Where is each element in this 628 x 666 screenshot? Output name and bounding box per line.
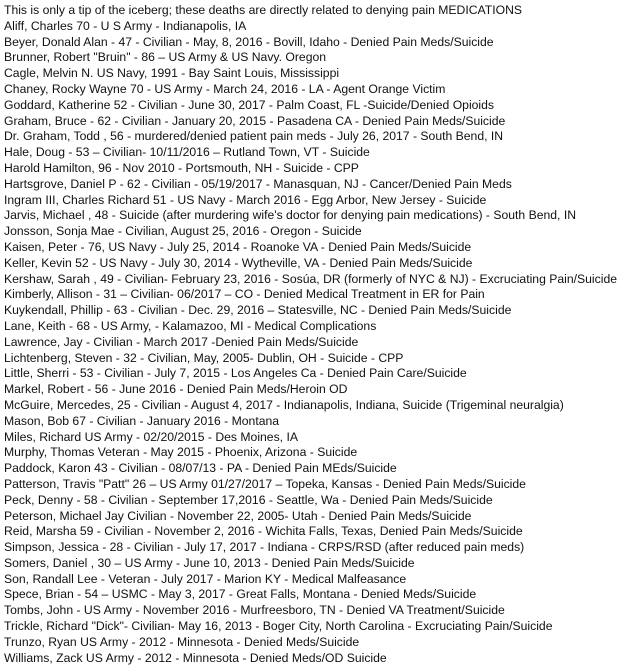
entry-trickle: Trickle, Richard "Dick"- Civilian- May 16, 2013 - Boger City, North Carolina - Excruciating Pain/Suicide: [4, 619, 553, 634]
entry-miles: Miles, Richard US Army - 02/20/2015 - Des Moines, IA: [4, 429, 298, 444]
entry-jarvis: Jarvis, Michael , 48 - Suicide (after murdering wife's doctor for denying pain medications) - South Bend, IN: [4, 208, 577, 223]
entry-reid: Reid, Marsha 59 - Civilian - November 2, 2016 - Wichita Falls, Texas, Denied Pain Meds/Suicide: [4, 524, 523, 539]
entry-patterson: Patterson, Travis "Patt" 26 – US Army 01/27/2017 – Topeka, Kansas - Denied Pain Meds/Suicide: [4, 476, 526, 491]
entry-aliff: Aliff, Charles 70 - U S Army - Indianapolis, IA: [4, 18, 247, 33]
entry-murphy: Murphy, Thomas Veteran - May 2015 - Phoenix, Arizona - Suicide: [4, 445, 358, 460]
entry-peck: Peck, Denny - 58 - Civilian - September 17,2016 - Seattle, Wa - Denied Pain Meds/Suicide: [4, 492, 493, 507]
entry-somers: Somers, Daniel , 30 – US Army - June 10, 2013 - Denied Pain Meds/Suicide: [4, 555, 415, 570]
entry-kaisen: Kaisen, Peter - 76, US Navy - July 25, 2014 - Roanoke VA - Denied Pain Meds/Suicide: [4, 239, 472, 254]
entry-lane: Lane, Keith - 68 - US Army, - Kalamazoo, MI - Medical Complications: [4, 318, 377, 333]
entry-lichtenberg: Lichtenberg, Steven - 32 - Civilian, May, 2005- Dublin, OH - Suicide - CPP: [4, 350, 404, 365]
entry-hartsgrove: Hartsgrove, Daniel P - 62 - Civilian - 05/19/2017 - Manasquan, NJ - Cancer/Denied Pain Meds: [4, 176, 512, 191]
entry-kershaw: Kershaw, Sarah , 49 - Civilian- February 23, 2016 - Sosúa, DR (formerly of NYC & NJ) - Excruciating Pain/Suicide: [4, 271, 617, 286]
entry-mason: Mason, Bob 67 - Civilian - January 2016 - Montana: [4, 413, 280, 428]
entry-hamilton: Harold Hamilton, 96 - Nov 2010 - Portsmouth, NH - Suicide - CPP: [4, 160, 359, 175]
entry-graham-todd: Dr. Graham, Todd , 56 - murdered/denied patient pain meds - July 26, 2017 - South Bend, IN: [4, 129, 504, 144]
entry-mcguire: McGuire, Mercedes, 25 - Civilian - August 4, 2017 - Indianapolis, Indiana, Suicide (Trigeminal neuralgia): [4, 397, 564, 412]
entry-son: Son, Randall Lee - Veteran - July 2017 - Marion KY - Medical Malfeasance: [4, 571, 407, 586]
entry-cagle: Cagle, Melvin N. US Navy, 1991 - Bay Saint Louis, Mississippi: [4, 66, 340, 81]
entry-little: Little, Sherri - 53 - Civilian - July 7, 2015 - Los Angeles Ca - Denied Pain Care/Suicide: [4, 366, 467, 381]
entry-goddard: Goddard, Katherine 52 - Civilian - June 30, 2017 - Palm Coast, FL -Suicide/Denied Opioids: [4, 97, 495, 112]
entry-paddock: Paddock, Karon 43 - Civilian - 08/07/13 - PA - Denied Pain MEds/Suicide: [4, 461, 397, 476]
intro-line: This is only a tip of the iceberg; these deaths are directly related to denying pain MEDICATIONS: [4, 3, 522, 17]
entry-jonsson: Jonsson, Sonja Mae - Civilian, August 25, 2016 - Oregon - Suicide: [4, 224, 362, 239]
entry-peterson: Peterson, Michael Jay Civilian - November 22, 2005- Utah - Denied Pain Meds/Suicide: [4, 508, 472, 523]
entry-graham-bruce: Graham, Bruce - 62 - Civilian - January 20, 2015 - Pasadena CA - Denied Pain Meds/Suicide: [4, 113, 506, 128]
entry-williams: Williams, Zack US Army - 2012 - Minnesota - Denied Meds/OD Suicide: [4, 650, 387, 665]
entry-lawrence: Lawrence, Jay - Civilian - March 2017 -Denied Pain Meds/Suicide: [4, 334, 359, 349]
entry-tombs: Tombs, John - US Army - November 2016 - Murfreesboro, TN - Denied VA Treatment/Suicide: [4, 603, 505, 618]
entry-kuykendall: Kuykendall, Phillip - 63 - Civilian - Dec. 29, 2016 – Statesville, NC - Denied Pain Meds/Suicide: [4, 303, 512, 318]
entry-simpson: Simpson, Jessica - 28 - Civilian - July 17, 2017 - Indiana - CRPS/RSD (after reduced pain meds): [4, 540, 525, 555]
entry-kimberly: Kimberly, Allison - 31 – Civilian- 06/2017 – CO - Denied Medical Treatment in ER for Pain: [4, 287, 485, 302]
memorial-list-document: [4, 3, 626, 666]
entry-trunzo: Trunzo, Ryan US Army - 2012 - Minnesota - Denied Meds/Suicide: [4, 634, 360, 649]
entry-keller: Keller, Kevin 52 - US Navy - July 30, 2014 - Wytheville, VA - Denied Pain Meds/Suicide: [4, 255, 473, 270]
entry-ingram: Ingram III, Charles Richard 51 - US Navy - March 2016 - Egg Arbor, New Jersey - Suicide: [4, 192, 487, 207]
entry-brunner: Brunner, Robert "Bruin" - 86 – US Army & US Navy. Oregon: [4, 50, 327, 65]
entry-chaney: Chaney, Rocky Wayne 70 - US Army - March 24, 2016 - LA - Agent Orange Victim: [4, 81, 446, 96]
entry-beyer: Beyer, Donald Alan - 47 - Civilian - May, 8, 2016 - Bovill, Idaho - Denied Pain Meds/Suicide: [4, 34, 494, 49]
entry-spece: Spece, Brian - 54 – USMC - May 3, 2017 - Great Falls, Montana - Denied Meds/Suicide: [4, 587, 477, 602]
entry-hale: Hale, Doug - 53 – Civilian- 10/11/2016 – Rutland Town, VT - Suicide: [4, 145, 370, 160]
entry-markel: Markel, Robert - 56 - June 2016 - Denied Pain Meds/Heroin OD: [4, 382, 348, 397]
